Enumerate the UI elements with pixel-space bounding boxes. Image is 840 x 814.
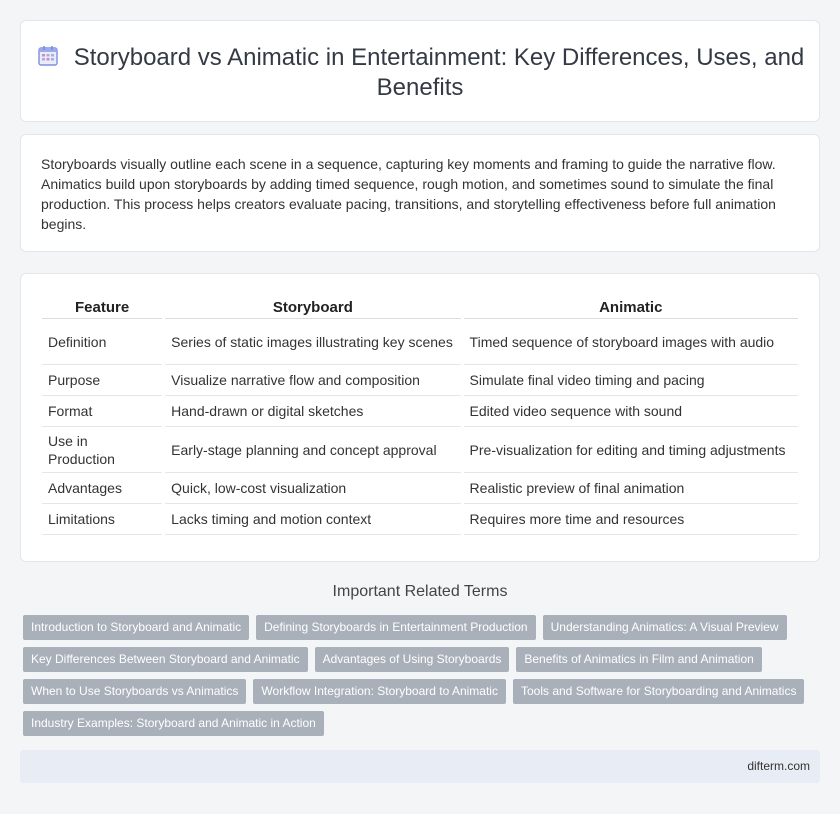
related-terms-tags: [23, 615, 823, 743]
animatic-cell: Simulate final video timing and pacing: [464, 365, 798, 396]
feature-cell: Use in Production: [42, 427, 162, 473]
table-row: [42, 504, 798, 535]
header-storyboard: Storyboard: [165, 294, 460, 319]
related-term-tag[interactable]: Understanding Animatics: A Visual Preview: [543, 615, 787, 640]
tag-row: [23, 647, 823, 679]
title-card: [20, 20, 820, 122]
table-row: [42, 473, 798, 504]
storyboard-cell: Series of static images illustrating key scenes: [165, 319, 460, 365]
related-term-tag[interactable]: Industry Examples: Storyboard and Animatic in Action: [23, 711, 324, 736]
intro-card: [20, 134, 820, 252]
table-row: [42, 365, 798, 396]
related-term-tag[interactable]: Introduction to Storyboard and Animatic: [23, 615, 249, 640]
related-terms-heading: Important Related Terms: [332, 583, 508, 600]
intro-paragraph: Storyboards visually outline each scene in a sequence, capturing key moments and framing to guide the narrative flow. Animatics build upon storyboards by adding timed sequence, rough motion, and sometimes sound to simulate the final production. This process helps creators evaluate pacing, transitions, and storytelling effectiveness before full animation begins.: [41, 156, 776, 232]
footer: [20, 750, 820, 783]
title-wrap: [21, 43, 819, 103]
related-term-tag[interactable]: Benefits of Animatics in Film and Animation: [516, 647, 761, 672]
storyboard-cell: Lacks timing and motion context: [165, 504, 460, 535]
related-term-tag[interactable]: Workflow Integration: Storyboard to Animatic: [253, 679, 506, 704]
storyboard-cell: Early-stage planning and concept approval: [165, 427, 460, 473]
tag-row: [23, 679, 823, 711]
header-feature: Feature: [42, 294, 162, 319]
feature-cell: Format: [42, 396, 162, 427]
animatic-cell: Realistic preview of final animation: [464, 473, 798, 504]
animatic-cell: Timed sequence of storyboard images with audio: [464, 319, 798, 365]
feature-cell: Advantages: [42, 473, 162, 504]
related-term-tag[interactable]: Advantages of Using Storyboards: [315, 647, 510, 672]
related-term-tag[interactable]: Tools and Software for Storyboarding and Animatics: [513, 679, 804, 704]
table-row: [42, 319, 798, 365]
comparison-table: [39, 294, 801, 535]
storyboard-cell: Hand-drawn or digital sketches: [165, 396, 460, 427]
storyboard-cell: Quick, low-cost visualization: [165, 473, 460, 504]
tag-row: [23, 615, 823, 647]
table-row: [42, 427, 798, 473]
related-term-tag[interactable]: Key Differences Between Storyboard and Animatic: [23, 647, 308, 672]
table-row: [42, 396, 798, 427]
table-header-row: [42, 294, 798, 319]
feature-cell: Limitations: [42, 504, 162, 535]
feature-cell: Definition: [42, 319, 162, 365]
page-title: Storyboard vs Animatic in Entertainment: Key Differences, Uses, and Benefits: [73, 44, 805, 101]
storyboard-cell: Visualize narrative flow and composition: [165, 365, 460, 396]
footer-site-link[interactable]: difterm.com: [747, 759, 810, 773]
animatic-cell: Edited video sequence with sound: [464, 396, 798, 427]
tag-row: [23, 711, 823, 743]
calendar-grid-icon: [36, 44, 60, 68]
comparison-card: [20, 273, 820, 562]
animatic-cell: Requires more time and resources: [464, 504, 798, 535]
related-term-tag[interactable]: When to Use Storyboards vs Animatics: [23, 679, 246, 704]
feature-cell: Purpose: [42, 365, 162, 396]
animatic-cell: Pre-visualization for editing and timing adjustments: [464, 427, 798, 473]
related-term-tag[interactable]: Defining Storyboards in Entertainment Production: [256, 615, 535, 640]
header-animatic: Animatic: [464, 294, 798, 319]
